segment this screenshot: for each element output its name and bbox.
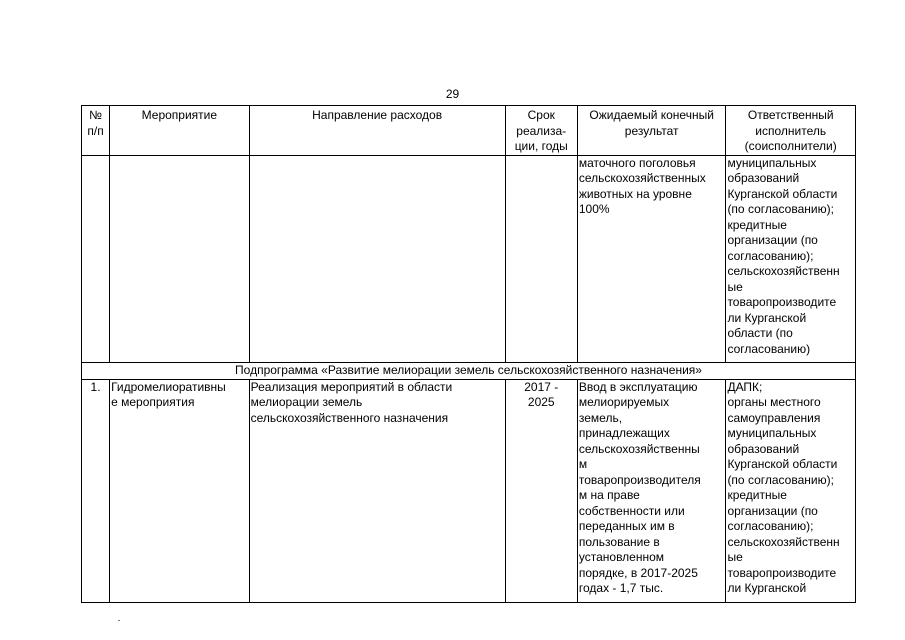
header-event: Мероприятие: [110, 106, 250, 156]
cell-responsible: муниципальных образований Курганской области (по согласованию); кредитные организации (по согласованию); сельскохозяйственн ые товаропроизводите ли Курганской области (по согласованию): [726, 155, 856, 362]
table-row: [82, 155, 856, 362]
header-result: Ожидаемый конечный результат: [577, 106, 726, 156]
page-number: 29: [445, 87, 460, 101]
cell-num: [82, 155, 110, 362]
cell-term: [505, 155, 577, 362]
measures-table: [81, 105, 856, 603]
cell-responsible: ДАПК; органы местного самоуправления муниципальных образований Курганской области (по согласованию); кредитные организации (по согласованию); сельскохозяйственн ые товаропроизводите ли Курганской: [726, 379, 856, 602]
scan-speck: [118, 620, 120, 621]
cell-num: 1.: [82, 379, 110, 602]
header-term: Срок реализа- ции, годы: [505, 106, 577, 156]
header-direction: Направление расходов: [249, 106, 505, 156]
cell-result: Ввод в эксплуатацию мелиорируемых земель, принадлежащих сельскохозяйственны м товаропроизводителя м на праве собственности или переданных им в пользование в установленном порядке, в 2017-2025 годах - 1,7 тыс.: [577, 379, 726, 602]
cell-direction: [249, 155, 505, 362]
cell-term: 2017 - 2025: [505, 379, 577, 602]
table-header-row: [82, 106, 856, 156]
header-responsible: Ответственный исполнитель (соисполнители): [726, 106, 856, 156]
table-row: [82, 379, 856, 602]
header-num: № п/п: [82, 106, 110, 156]
cell-direction: Реализация мероприятий в области мелиорации земель сельскохозяйственного назначения: [249, 379, 505, 602]
cell-event: [110, 155, 250, 362]
subprogram-title: Подпрограмма «Развитие мелиорации земель сельскохозяйственного назначения»: [82, 362, 856, 379]
cell-event: Гидромелиоративны е мероприятия: [110, 379, 250, 602]
subprogram-row: [82, 362, 856, 379]
cell-result: маточного поголовья сельскохозяйственных животных на уровне 100%: [577, 155, 726, 362]
